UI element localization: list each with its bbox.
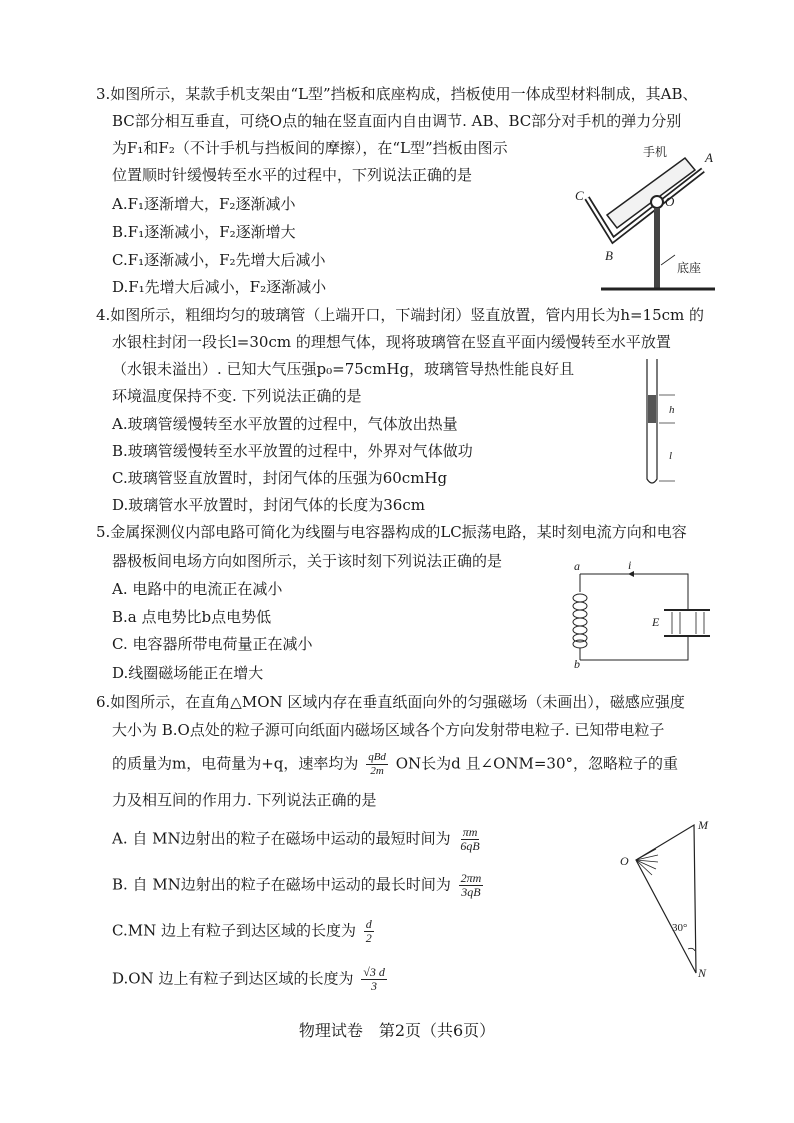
point-b-label: B bbox=[605, 248, 613, 263]
page-footer: 物理试卷 第2页（共6页） bbox=[298, 1021, 496, 1040]
point-b-label: b bbox=[574, 657, 580, 670]
q6-option-c-text: C.MN 边上有粒子到达区域的长度为 bbox=[112, 921, 356, 940]
current-label: i bbox=[628, 560, 632, 572]
q6-option-d-den: 3 bbox=[371, 979, 378, 993]
q6-option-d-num: √3 d bbox=[363, 965, 385, 979]
velocity-formula bbox=[366, 751, 388, 778]
q5-line-1: 5.金属探测仪内部电路可简化为线圈与电容器构成的LC振荡电路，某时刻电流方向和电容 bbox=[96, 523, 687, 541]
q6-option-d-text: D.ON 边上有粒子到达区域的长度为 bbox=[112, 969, 354, 988]
triangle-mon-figure bbox=[610, 815, 720, 985]
q5-line-2: 器极板间电场方向如图所示，关于该时刻下列说法正确的是 bbox=[112, 552, 503, 570]
q3-option-a: A.F₁逐渐增大，F₂逐渐减小 bbox=[112, 195, 296, 213]
q6-option-b bbox=[112, 872, 486, 899]
l-label: l bbox=[669, 450, 673, 462]
q3-line-3: 为F₁和F₂（不计手机与挡板间的摩擦），在“L型”挡板由图示 bbox=[112, 139, 508, 157]
q5-option-c: C. 电容器所带电荷量正在减小 bbox=[112, 635, 313, 653]
angle-arc bbox=[688, 948, 695, 951]
triangle-mon bbox=[636, 825, 696, 973]
point-c-label: C bbox=[575, 188, 584, 203]
q6-option-d bbox=[112, 966, 390, 993]
q6-line-2: 大小为 B.O点处的粒子源可向纸面内磁场区域各个方向发射带电粒子. 已知带电粒子 bbox=[112, 721, 665, 739]
q4-option-a: A.玻璃管缓慢转至水平放置的过程中，气体放出热量 bbox=[112, 415, 458, 433]
q6-option-b-text: B. 自 MN边射出的粒子在磁场中运动的最长时间为 bbox=[112, 875, 451, 894]
q6-option-b-frac bbox=[459, 872, 484, 899]
q6-line-3-pre: 的质量为m，电荷量为+q，速率均为 bbox=[112, 754, 359, 773]
q4-option-c: C.玻璃管竖直放置时，封闭气体的压强为60cmHg bbox=[112, 469, 448, 487]
q4-line-3: （水银未溢出）. 已知大气压强p₀=75cmHg，玻璃管导热性能良好且 bbox=[112, 360, 575, 378]
q5-option-d: D.线圈磁场能正在增大 bbox=[112, 664, 264, 682]
q4-line-4: 环境温度保持不变. 下列说法正确的是 bbox=[112, 387, 362, 405]
phone-label: 手机 bbox=[643, 145, 668, 159]
q6-option-b-num: 2πm bbox=[460, 871, 482, 885]
velocity-numerator: qBd bbox=[368, 751, 386, 763]
q4-line-2: 水银柱封闭一段长l=30cm 的理想气体，现将玻璃管在竖直平面内缓慢转至水平放置 bbox=[112, 333, 671, 351]
angle-label: 30° bbox=[672, 922, 688, 934]
point-a-label: A bbox=[705, 150, 713, 165]
q3-line-1: 3.如图所示，某款手机支架由“L型”挡板和底座构成，挡板使用一体成型材料制成，其AB、 bbox=[96, 85, 698, 103]
q5-option-b: B.a 点电势比b点电势低 bbox=[112, 608, 272, 626]
q6-option-c-num: d bbox=[365, 917, 372, 931]
velocity-denominator: 2m bbox=[370, 765, 384, 777]
q6-option-c-den: 2 bbox=[365, 931, 372, 945]
q3-option-b: B.F₁逐渐减小，F₂逐渐增大 bbox=[112, 223, 296, 241]
q3-option-c: C.F₁逐渐减小，F₂先增大后减小 bbox=[112, 251, 326, 269]
q6-line-3 bbox=[112, 751, 678, 778]
q6-option-b-den: 3qB bbox=[461, 885, 481, 899]
q3-option-d: D.F₁先增大后减小，F₂逐渐减小 bbox=[112, 278, 327, 296]
point-m-label: M bbox=[698, 818, 708, 832]
q6-option-c-frac bbox=[364, 918, 374, 945]
h-label: h bbox=[669, 404, 675, 416]
q6-line-3-post: ON长为d 且∠ONM=30°，忽略粒子的重 bbox=[395, 754, 679, 773]
q4-option-d: D.玻璃管水平放置时，封闭气体的长度为36cm bbox=[112, 496, 425, 514]
point-a-label: a bbox=[574, 560, 580, 573]
q6-option-a-num: πm bbox=[462, 825, 478, 839]
q6-option-c bbox=[112, 918, 377, 945]
point-o-label: O bbox=[665, 194, 675, 209]
q6-option-a-den: 6qB bbox=[460, 839, 480, 853]
q4-line-1: 4.如图所示，粗细均匀的玻璃管（上端开口，下端封闭）竖直放置，管内用长为h=15cm 的 bbox=[96, 306, 705, 324]
q6-option-d-frac bbox=[361, 966, 387, 993]
base-label: 底座 bbox=[677, 261, 702, 275]
q4-option-b: B.玻璃管缓慢转至水平放置的过程中，外界对气体做功 bbox=[112, 442, 473, 460]
q3-line-2: BC部分相互垂直，可绕O点的轴在竖直面内自由调节. AB、BC部分对手机的弹力分别 bbox=[112, 112, 682, 130]
e-field-label: E bbox=[652, 615, 660, 629]
q6-line-1: 6.如图所示，在直角△MON 区域内存在垂直纸面向外的匀强磁场（未画出），磁感应强度 bbox=[96, 693, 685, 711]
point-o-label: O bbox=[620, 854, 629, 868]
q6-line-4: 力及相互间的作用力. 下列说法正确的是 bbox=[112, 791, 377, 809]
q6-option-a bbox=[112, 826, 485, 853]
point-n-label: N bbox=[698, 966, 707, 980]
q6-option-a-text: A. 自 MN边射出的粒子在磁场中运动的最短时间为 bbox=[112, 829, 451, 848]
q5-option-a: A. 电路中的电流正在减小 bbox=[112, 580, 283, 598]
q3-line-4: 位置顺时针缓慢转至水平的过程中，下列说法正确的是 bbox=[112, 166, 473, 184]
q6-option-a-frac bbox=[458, 826, 481, 853]
